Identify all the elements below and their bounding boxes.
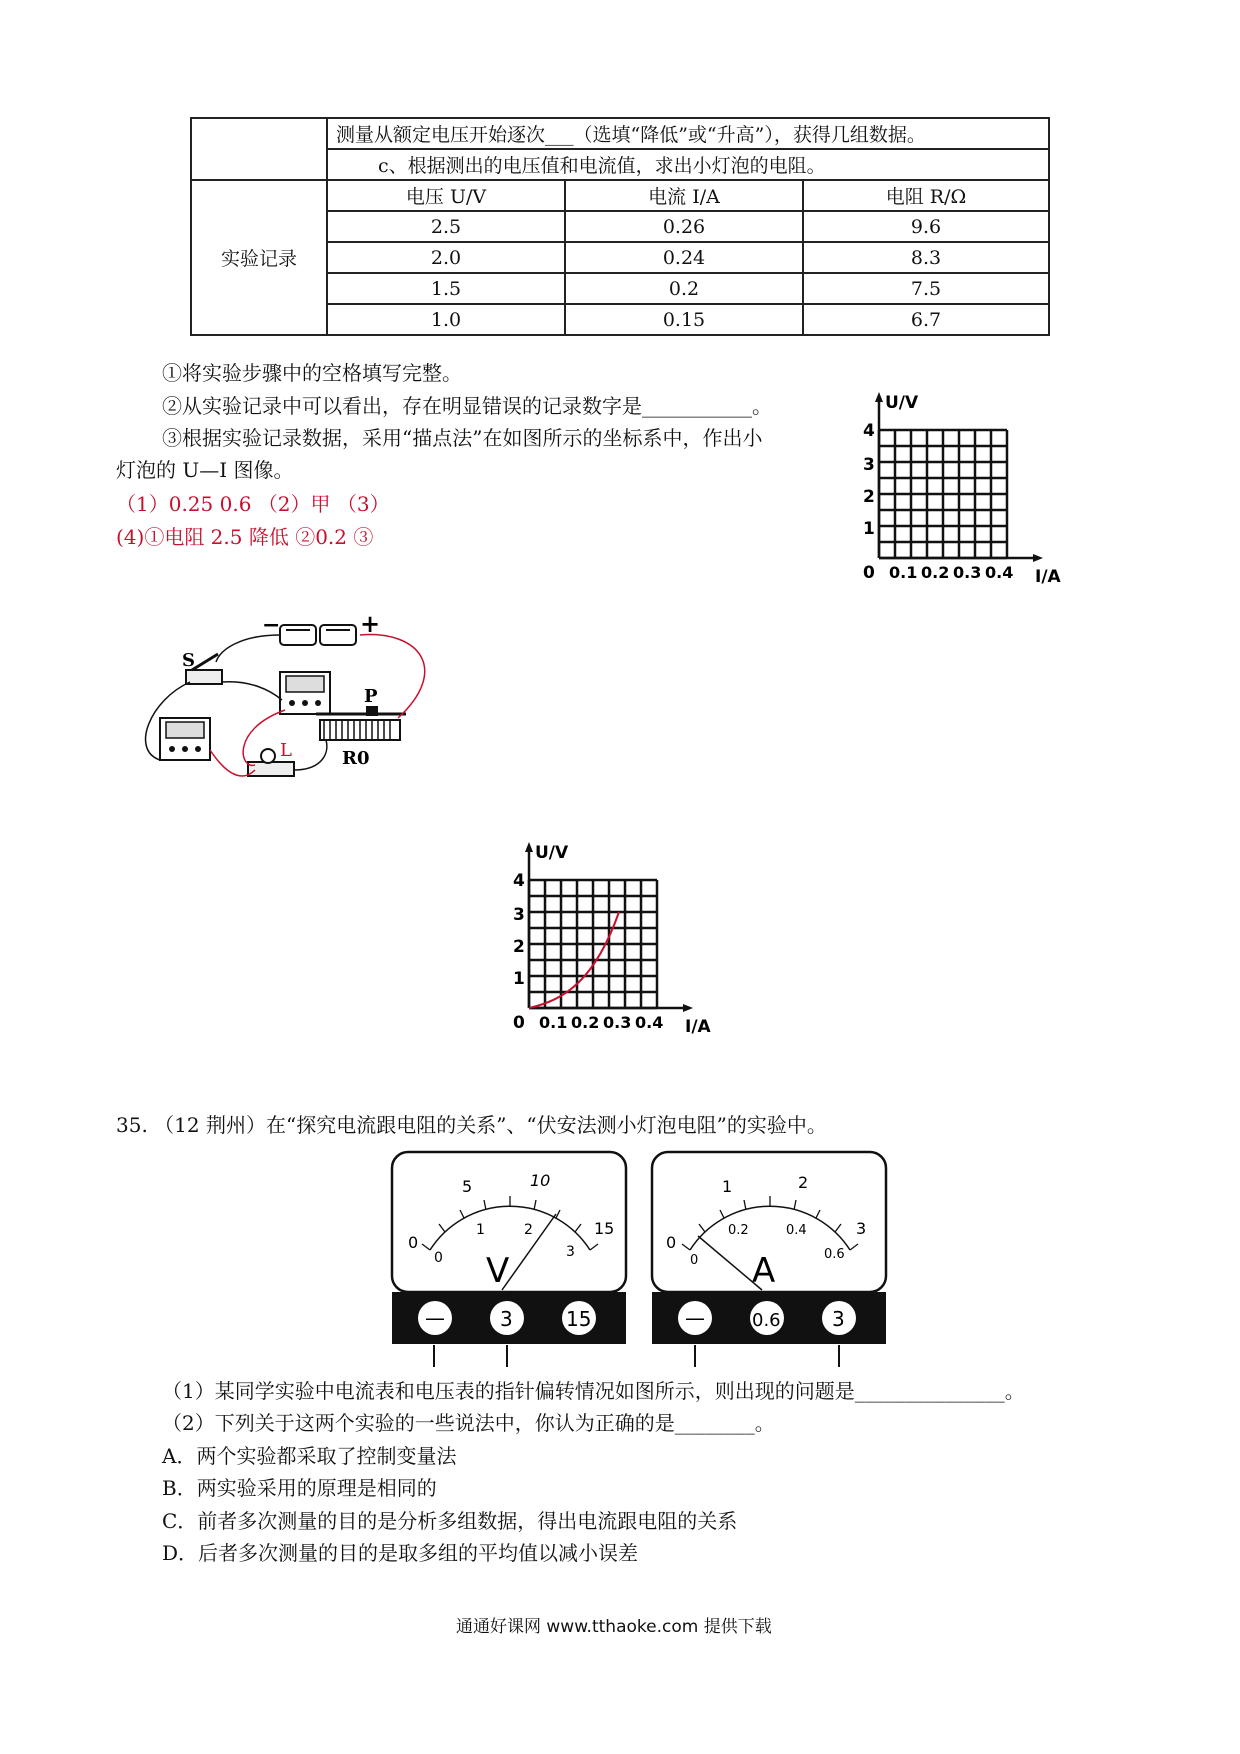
graph-x-tick: 0.4 [985, 563, 1014, 582]
q35-part-2: （2）下列关于这两个实验的一些说法中，你认为正确的是________。 [162, 1411, 775, 1435]
graph-y-tick: 3 [863, 455, 875, 475]
graph-origin: 0 [513, 1013, 525, 1033]
a-wire-minus [694, 1345, 696, 1367]
q35-option-d: D．后者多次测量的目的是取多组的平均值以减小误差 [162, 1541, 639, 1565]
voltmeter-symbol: V [486, 1251, 510, 1291]
table-cell: 1.0 [327, 304, 565, 335]
empty-ui-graph [855, 390, 1075, 590]
a-terminal-minus: — [685, 1306, 705, 1330]
answer-line-1: （1）0.25 0.6 （2）甲 （3） [116, 492, 390, 516]
a-terminal-0-6: 0.6 [752, 1310, 781, 1331]
table-cell: 9.6 [803, 211, 1049, 242]
graph-y-tick: 4 [863, 421, 875, 441]
question-3-line1: ③根据实验记录数据，采用“描点法”在如图所示的坐标系中，作出小 [162, 426, 763, 450]
switch-label: S [182, 650, 195, 671]
v-wire-minus [433, 1345, 435, 1367]
table-header-resistance: 电阻 R/Ω [803, 180, 1049, 211]
table-cell: 0.24 [565, 242, 803, 273]
a-upper-scale: 2 [798, 1173, 809, 1192]
circuit-diagram [130, 610, 470, 790]
table-header-current: 电流 I/A [565, 180, 803, 211]
ammeter-symbol: A [752, 1251, 776, 1291]
q35-option-c: C．前者多次测量的目的是分析多组数据，得出电流跟电阻的关系 [162, 1509, 738, 1533]
graph-y-tick: 1 [513, 969, 525, 989]
table-cell: 2.5 [327, 211, 565, 242]
answer-line-2: (4)①电阻 2.5 降低 ②0.2 ③ [116, 525, 374, 549]
a-wire-3 [838, 1345, 840, 1367]
v-terminal-3: 3 [500, 1307, 513, 1331]
slider-label: P [364, 686, 378, 707]
v-terminal-minus: — [425, 1306, 445, 1330]
graph-x-tick: 0.2 [921, 563, 950, 582]
a-upper-scale: 1 [722, 1177, 733, 1196]
a-upper-scale: 3 [856, 1219, 867, 1238]
a-lower-scale: 0.6 [824, 1247, 845, 1262]
q35-option-a: A．两个实验都采取了控制变量法 [162, 1444, 457, 1468]
graph-y-tick: 1 [863, 519, 875, 539]
experiment-table [190, 117, 1050, 336]
answer-ui-graph [505, 840, 725, 1040]
table-blank-cell [191, 118, 327, 180]
table-cell: 0.15 [565, 304, 803, 335]
graph-x-label: I/A [685, 1017, 711, 1037]
page-footer: 通通好课网 www.tthaoke.com 提供下载 [456, 1617, 772, 1637]
a-lower-scale: 0.4 [786, 1223, 807, 1238]
graph-x-tick: 0.2 [571, 1013, 600, 1032]
battery-plus: + [360, 610, 381, 638]
table-cell: 1.5 [327, 273, 565, 304]
question-3-line2: 灯泡的 U—I 图像。 [116, 458, 294, 482]
graph-y-tick: 4 [513, 871, 525, 891]
graph-y-label: U/V [885, 393, 919, 413]
v-terminal-15: 15 [566, 1307, 592, 1331]
graph-y-label: U/V [535, 843, 569, 863]
graph-x-tick: 0.1 [539, 1013, 568, 1032]
a-terminal-3: 3 [832, 1307, 845, 1331]
table-cell: 0.2 [565, 273, 803, 304]
graph-x-tick: 0.1 [889, 563, 918, 582]
voltmeter [390, 1150, 630, 1350]
a-lower-scale: 0.2 [728, 1223, 749, 1238]
graph-x-tick: 0.3 [953, 563, 982, 582]
table-header-voltage: 电压 U/V [327, 180, 565, 211]
graph-y-tick: 3 [513, 905, 525, 925]
a-lower-scale: 0 [690, 1253, 699, 1268]
table-cell: 6.7 [803, 304, 1049, 335]
q35-stem: 35. （12 荆州）在“探究电流跟电阻的关系”、“伏安法测小灯泡电阻”的实验中。 [116, 1113, 827, 1137]
ammeter [650, 1150, 890, 1350]
a-upper-scale: 0 [666, 1233, 677, 1252]
question-1: ①将实验步骤中的空格填写完整。 [162, 361, 462, 385]
v-lower-scale: 3 [566, 1244, 575, 1260]
v-upper-scale: 10 [530, 1171, 551, 1190]
q35-option-b: B．两实验采用的原理是相同的 [162, 1476, 437, 1500]
v-upper-scale: 5 [462, 1177, 473, 1196]
question-2: ②从实验记录中可以看出，存在明显错误的记录数字是___________。 [162, 394, 772, 418]
v-lower-scale: 0 [434, 1250, 443, 1266]
v-lower-scale: 1 [476, 1222, 485, 1238]
q35-part-1: （1）某同学实验中电流表和电压表的指针偏转情况如图所示，则出现的问题是_______________。 [162, 1379, 1025, 1403]
table-cell: 7.5 [803, 273, 1049, 304]
table-step-c-row: c、根据测出的电压值和电流值，求出小灯泡的电阻。 [327, 149, 1049, 180]
graph-x-label: I/A [1035, 567, 1061, 587]
v-wire-3 [506, 1345, 508, 1367]
graph-y-tick: 2 [513, 937, 525, 957]
graph-origin: 0 [863, 563, 875, 583]
table-cell: 8.3 [803, 242, 1049, 273]
v-lower-scale: 2 [524, 1222, 533, 1238]
lamp-label: L [280, 740, 292, 761]
v-upper-scale: 15 [594, 1219, 615, 1238]
v-upper-scale: 0 [408, 1233, 419, 1252]
rheostat-label: R0 [342, 748, 370, 769]
graph-x-tick: 0.4 [635, 1013, 664, 1032]
table-step-row: 测量从额定电压开始逐次___（选填“降低”或“升高”），获得几组数据。 [327, 118, 1049, 149]
graph-x-tick: 0.3 [603, 1013, 632, 1032]
battery-minus: − [262, 612, 281, 638]
table-cell: 0.26 [565, 211, 803, 242]
table-row-label: 实验记录 [191, 180, 327, 335]
table-cell: 2.0 [327, 242, 565, 273]
graph-y-tick: 2 [863, 487, 875, 507]
